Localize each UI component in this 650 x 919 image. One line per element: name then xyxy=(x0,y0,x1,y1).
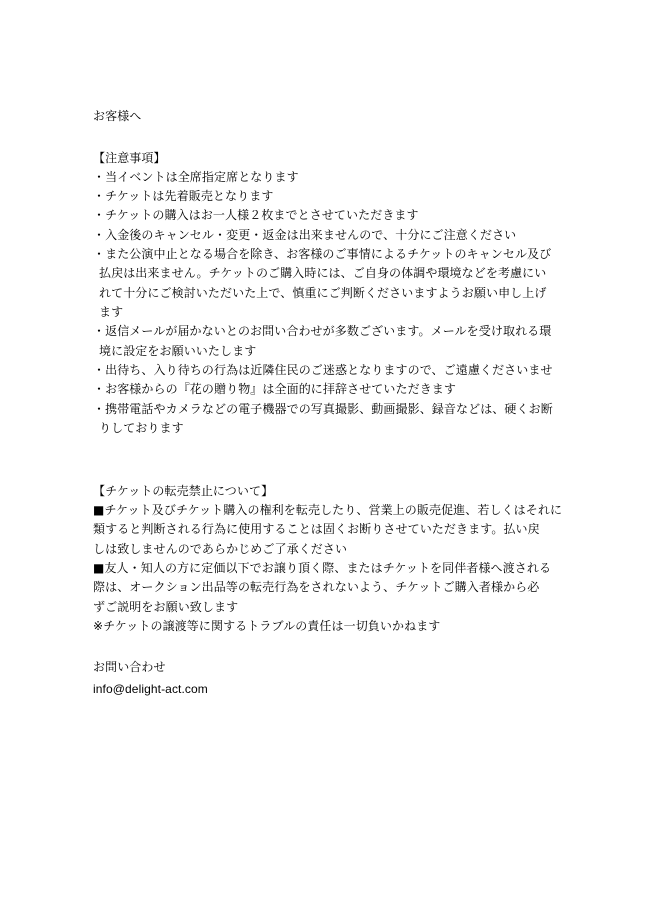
notes-line: 払戻は出来ません。チケットのご購入時には、ご自身の体調や環境などを考慮にい xyxy=(99,266,547,280)
resale-line: しは致しませんのであらかじめご了承ください xyxy=(93,542,348,556)
resale-line: ずご説明をお願い致します xyxy=(93,600,239,614)
notes-line: れて十分にご検討いただいた上で、慎重にご判断くださいますようお願い申し上げ xyxy=(99,286,547,300)
resale-line: ■チケット及びチケット購入の権利を転売したり、営業上の販売促進、若しくはそれに xyxy=(93,503,563,517)
notes-line: ・チケットは先着販売となります xyxy=(93,189,274,203)
notes-line: りしております xyxy=(99,421,184,435)
notes-line: ・チケットの購入はお一人様２枚までとさせていただきます xyxy=(93,208,419,222)
resale-line: 類すると判断される行為に使用することは固くお断りさせていただきます。払い戻 xyxy=(93,522,540,536)
notes-line: 境に設定をお願いいたします xyxy=(99,344,257,358)
resale-line: ※チケットの譲渡等に関するトラブルの責任は一切負いかねます xyxy=(93,619,441,633)
notes-line: ・返信メールが届かないとのお問い合わせが多数ございます。メールを受け取れる環 xyxy=(93,324,552,338)
greeting: お客様へ xyxy=(93,109,142,123)
resale-line: ■友人・知人の方に定価以下でお譲り頂く際、またはチケットを同伴者様へ渡される xyxy=(93,561,552,575)
notes-line: ・お客様からの『花の贈り物』は全面的に拝辞させていただきます xyxy=(93,382,457,396)
notes-line: ・携帯電話やカメラなどの電子機器での写真撮影、動画撮影、録音などは、硬くお断 xyxy=(93,402,553,416)
resale-heading: 【チケットの転売禁止について】 xyxy=(93,484,274,498)
notes-line: ・入金後のキャンセル・変更・返金は出来ませんので、十分にご注意ください xyxy=(93,228,517,242)
contact-email: info@delight-act.com xyxy=(93,682,208,696)
notes-line: ます xyxy=(99,305,124,319)
notes-line: ・出待ち、入り待ちの行為は近隣住民のご迷惑となりますので、ご遠慮くださいませ xyxy=(93,363,553,377)
notes-heading: 【注意事項】 xyxy=(93,151,166,165)
resale-line: 際は、オークション出品等の転売行為をされないよう、チケットご購入者様から必 xyxy=(93,580,540,594)
notes-line: ・当イベントは全席指定席となります xyxy=(93,170,299,184)
notes-line: ・また公演中止となる場合を除き、お客様のご事情によるチケットのキャンセル及び xyxy=(93,247,552,261)
contact-heading: お問い合わせ xyxy=(93,660,166,674)
